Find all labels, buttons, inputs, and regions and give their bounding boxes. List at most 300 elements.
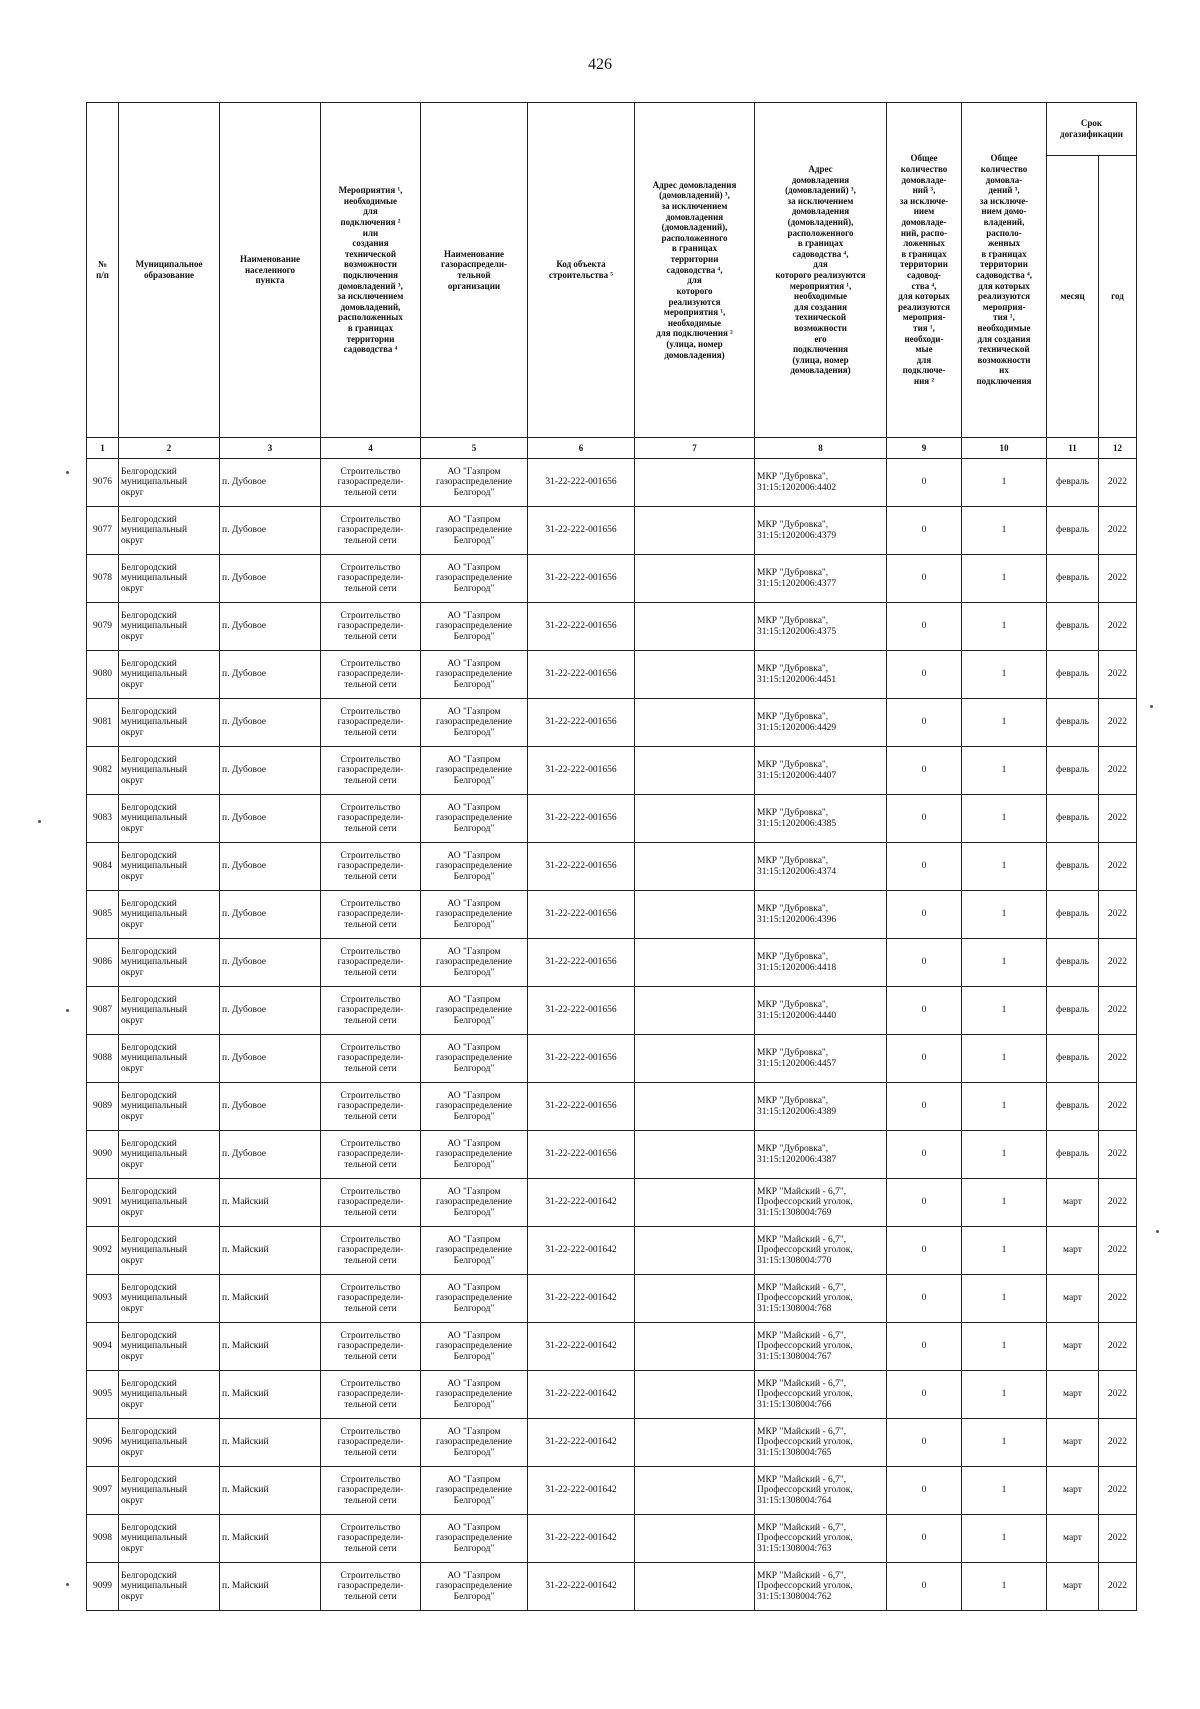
table-row [87, 603, 1137, 651]
row-number: 9090 [87, 1131, 119, 1179]
row-number: 9091 [87, 1179, 119, 1227]
month-cell: февраль [1047, 1035, 1099, 1083]
row-number: 9084 [87, 843, 119, 891]
settlement-cell: п. Дубовое [220, 747, 321, 795]
count-technical-cell: 1 [962, 699, 1047, 747]
settlement-cell: п. Дубовое [220, 507, 321, 555]
municipality-cell: Белгородский муниципальный округ [119, 939, 220, 987]
month-cell: февраль [1047, 987, 1099, 1035]
row-number: 9089 [87, 1083, 119, 1131]
address-connection-cell [635, 699, 755, 747]
municipality-cell: Белгородский муниципальный округ [119, 651, 220, 699]
header-settlement: Наименование населенного пункта [220, 103, 321, 438]
municipality-cell: Белгородский муниципальный округ [119, 891, 220, 939]
table-row [87, 1179, 1137, 1227]
table-row [87, 747, 1137, 795]
column-number: 10 [962, 438, 1047, 459]
row-number: 9077 [87, 507, 119, 555]
header-count-connection: Общее количество домовладе- ний ³, за исключе- нием домовладе- ний, распо- ложенных в границах территории садовод- ства ⁴, для которых реализуются мероприя- тия ¹, необходи- мые для подключе- ния ² [887, 103, 962, 438]
municipality-cell: Белгородский муниципальный округ [119, 1515, 220, 1563]
settlement-cell: п. Майский [220, 1179, 321, 1227]
address-connection-cell [635, 459, 755, 507]
count-connection-cell: 0 [887, 651, 962, 699]
municipality-cell: Белгородский муниципальный округ [119, 1179, 220, 1227]
address-technical-cell: МКР "Майский - 6,7", Профессорский уголок, 31:15:1308004:767 [755, 1323, 887, 1371]
row-number: 9081 [87, 699, 119, 747]
table-row [87, 507, 1137, 555]
address-connection-cell [635, 1563, 755, 1611]
measures-cell: Строительство газораспредели- тельной сети [321, 939, 421, 987]
count-technical-cell: 1 [962, 987, 1047, 1035]
address-technical-cell: МКР "Дубровка", 31:15:1202006:4385 [755, 795, 887, 843]
address-connection-cell [635, 1467, 755, 1515]
settlement-cell: п. Дубовое [220, 1131, 321, 1179]
organization-cell: АО "Газпром газораспределение Белгород" [421, 987, 528, 1035]
address-technical-cell: МКР "Дубровка", 31:15:1202006:4387 [755, 1131, 887, 1179]
measures-cell: Строительство газораспредели- тельной сети [321, 1515, 421, 1563]
table-row [87, 891, 1137, 939]
count-connection-cell: 0 [887, 1179, 962, 1227]
count-connection-cell: 0 [887, 1371, 962, 1419]
month-cell: март [1047, 1323, 1099, 1371]
row-number: 9098 [87, 1515, 119, 1563]
table-header-row [87, 103, 1137, 156]
month-cell: февраль [1047, 603, 1099, 651]
address-technical-cell: МКР "Дубровка", 31:15:1202006:4407 [755, 747, 887, 795]
year-cell: 2022 [1099, 795, 1137, 843]
column-number-row [87, 438, 1137, 459]
organization-cell: АО "Газпром газораспределение Белгород" [421, 603, 528, 651]
measures-cell: Строительство газораспредели- тельной сети [321, 699, 421, 747]
settlement-cell: п. Майский [220, 1419, 321, 1467]
object-code-cell: 31-22-222-001656 [528, 507, 635, 555]
object-code-cell: 31-22-222-001642 [528, 1227, 635, 1275]
municipality-cell: Белгородский муниципальный округ [119, 1419, 220, 1467]
address-connection-cell [635, 1275, 755, 1323]
table-row [87, 987, 1137, 1035]
count-technical-cell: 1 [962, 1419, 1047, 1467]
table-row [87, 459, 1137, 507]
address-technical-cell: МКР "Майский - 6,7", Профессорский уголок, 31:15:1308004:770 [755, 1227, 887, 1275]
table-row [87, 1275, 1137, 1323]
header-month: месяц [1047, 156, 1099, 438]
row-number: 9082 [87, 747, 119, 795]
address-technical-cell: МКР "Майский - 6,7", Профессорский уголок, 31:15:1308004:769 [755, 1179, 887, 1227]
column-number: 6 [528, 438, 635, 459]
count-technical-cell: 1 [962, 1467, 1047, 1515]
address-connection-cell [635, 651, 755, 699]
settlement-cell: п. Дубовое [220, 651, 321, 699]
count-connection-cell: 0 [887, 747, 962, 795]
municipality-cell: Белгородский муниципальный округ [119, 1371, 220, 1419]
count-technical-cell: 1 [962, 1371, 1047, 1419]
year-cell: 2022 [1099, 1419, 1137, 1467]
object-code-cell: 31-22-222-001642 [528, 1323, 635, 1371]
municipality-cell: Белгородский муниципальный округ [119, 1131, 220, 1179]
count-connection-cell: 0 [887, 459, 962, 507]
count-connection-cell: 0 [887, 1227, 962, 1275]
row-number: 9076 [87, 459, 119, 507]
row-number: 9092 [87, 1227, 119, 1275]
month-cell: март [1047, 1179, 1099, 1227]
object-code-cell: 31-22-222-001656 [528, 1035, 635, 1083]
row-number: 9079 [87, 603, 119, 651]
table-row [87, 843, 1137, 891]
table-row [87, 1035, 1137, 1083]
count-technical-cell: 1 [962, 651, 1047, 699]
count-connection-cell: 0 [887, 1419, 962, 1467]
count-technical-cell: 1 [962, 555, 1047, 603]
count-technical-cell: 1 [962, 603, 1047, 651]
settlement-cell: п. Дубовое [220, 987, 321, 1035]
count-connection-cell: 0 [887, 1035, 962, 1083]
header-organization: Наименование газораспредели- тельной организации [421, 103, 528, 438]
object-code-cell: 31-22-222-001656 [528, 651, 635, 699]
month-cell: февраль [1047, 843, 1099, 891]
header-measures: Мероприятия ¹, необходимые для подключения ² или создания технической возможности подключения домовладений ³, за исключением домовладений, расположенных в границах территории садоводства ⁴ [321, 103, 421, 438]
object-code-cell: 31-22-222-001642 [528, 1515, 635, 1563]
year-cell: 2022 [1099, 459, 1137, 507]
organization-cell: АО "Газпром газораспределение Белгород" [421, 507, 528, 555]
year-cell: 2022 [1099, 987, 1137, 1035]
measures-cell: Строительство газораспредели- тельной сети [321, 651, 421, 699]
organization-cell: АО "Газпром газораспределение Белгород" [421, 1227, 528, 1275]
object-code-cell: 31-22-222-001656 [528, 747, 635, 795]
month-cell: февраль [1047, 747, 1099, 795]
header-year: год [1099, 156, 1137, 438]
gasification-table [86, 102, 1137, 1611]
address-connection-cell [635, 1323, 755, 1371]
table-row [87, 1371, 1137, 1419]
measures-cell: Строительство газораспредели- тельной сети [321, 795, 421, 843]
count-connection-cell: 0 [887, 1275, 962, 1323]
object-code-cell: 31-22-222-001656 [528, 795, 635, 843]
page-number: 426 [588, 56, 612, 73]
count-technical-cell: 1 [962, 1227, 1047, 1275]
count-technical-cell: 1 [962, 1275, 1047, 1323]
table-row [87, 555, 1137, 603]
municipality-cell: Белгородский муниципальный округ [119, 1323, 220, 1371]
address-technical-cell: МКР "Дубровка", 31:15:1202006:4429 [755, 699, 887, 747]
header-address-connection: Адрес домовладения (домовладений) ³, за исключением домовладения (домовладений), расположенного в границах территории садоводства ⁴, для которого реализуются мероприятия ¹, необходимые для подключения ² (улица, номер домовладения) [635, 103, 755, 438]
row-number: 9086 [87, 939, 119, 987]
count-connection-cell: 0 [887, 1083, 962, 1131]
count-connection-cell: 0 [887, 1323, 962, 1371]
column-number: 1 [87, 438, 119, 459]
table-row [87, 795, 1137, 843]
municipality-cell: Белгородский муниципальный округ [119, 1035, 220, 1083]
object-code-cell: 31-22-222-001656 [528, 891, 635, 939]
municipality-cell: Белгородский муниципальный округ [119, 699, 220, 747]
month-cell: март [1047, 1563, 1099, 1611]
address-technical-cell: МКР "Дубровка", 31:15:1202006:4457 [755, 1035, 887, 1083]
address-connection-cell [635, 843, 755, 891]
scan-dot [66, 1583, 69, 1586]
column-number: 3 [220, 438, 321, 459]
organization-cell: АО "Газпром газораспределение Белгород" [421, 699, 528, 747]
count-connection-cell: 0 [887, 1467, 962, 1515]
measures-cell: Строительство газораспредели- тельной сети [321, 1275, 421, 1323]
organization-cell: АО "Газпром газораспределение Белгород" [421, 1563, 528, 1611]
header-num: № п/п [87, 103, 119, 438]
measures-cell: Строительство газораспредели- тельной сети [321, 1419, 421, 1467]
year-cell: 2022 [1099, 651, 1137, 699]
organization-cell: АО "Газпром газораспределение Белгород" [421, 1083, 528, 1131]
municipality-cell: Белгородский муниципальный округ [119, 1563, 220, 1611]
scan-dot [1156, 1230, 1159, 1233]
column-number: 2 [119, 438, 220, 459]
count-technical-cell: 1 [962, 891, 1047, 939]
month-cell: март [1047, 1515, 1099, 1563]
count-technical-cell: 1 [962, 459, 1047, 507]
count-technical-cell: 1 [962, 1563, 1047, 1611]
table-row [87, 1467, 1137, 1515]
row-number: 9083 [87, 795, 119, 843]
settlement-cell: п. Дубовое [220, 1035, 321, 1083]
address-connection-cell [635, 1371, 755, 1419]
address-technical-cell: МКР "Дубровка", 31:15:1202006:4418 [755, 939, 887, 987]
address-connection-cell [635, 891, 755, 939]
address-technical-cell: МКР "Дубровка", 31:15:1202006:4440 [755, 987, 887, 1035]
month-cell: февраль [1047, 507, 1099, 555]
year-cell: 2022 [1099, 843, 1137, 891]
organization-cell: АО "Газпром газораспределение Белгород" [421, 1275, 528, 1323]
count-technical-cell: 1 [962, 795, 1047, 843]
measures-cell: Строительство газораспредели- тельной сети [321, 891, 421, 939]
month-cell: февраль [1047, 651, 1099, 699]
count-technical-cell: 1 [962, 747, 1047, 795]
municipality-cell: Белгородский муниципальный округ [119, 747, 220, 795]
settlement-cell: п. Майский [220, 1323, 321, 1371]
address-technical-cell: МКР "Майский - 6,7", Профессорский уголок, 31:15:1308004:765 [755, 1419, 887, 1467]
column-number: 8 [755, 438, 887, 459]
month-cell: март [1047, 1419, 1099, 1467]
address-technical-cell: МКР "Дубровка", 31:15:1202006:4402 [755, 459, 887, 507]
measures-cell: Строительство газораспредели- тельной сети [321, 1371, 421, 1419]
address-technical-cell: МКР "Дубровка", 31:15:1202006:4374 [755, 843, 887, 891]
year-cell: 2022 [1099, 939, 1137, 987]
measures-cell: Строительство газораспредели- тельной сети [321, 1131, 421, 1179]
object-code-cell: 31-22-222-001656 [528, 603, 635, 651]
column-number: 5 [421, 438, 528, 459]
organization-cell: АО "Газпром газораспределение Белгород" [421, 1467, 528, 1515]
count-technical-cell: 1 [962, 1515, 1047, 1563]
month-cell: март [1047, 1467, 1099, 1515]
header-object-code: Код объекта строительства ⁵ [528, 103, 635, 438]
settlement-cell: п. Дубовое [220, 1083, 321, 1131]
count-technical-cell: 1 [962, 1179, 1047, 1227]
table-row [87, 1131, 1137, 1179]
settlement-cell: п. Дубовое [220, 795, 321, 843]
measures-cell: Строительство газораспредели- тельной сети [321, 603, 421, 651]
table-row [87, 1083, 1137, 1131]
address-connection-cell [635, 939, 755, 987]
object-code-cell: 31-22-222-001642 [528, 1371, 635, 1419]
municipality-cell: Белгородский муниципальный округ [119, 603, 220, 651]
year-cell: 2022 [1099, 507, 1137, 555]
municipality-cell: Белгородский муниципальный округ [119, 795, 220, 843]
table-row [87, 1227, 1137, 1275]
year-cell: 2022 [1099, 1467, 1137, 1515]
column-number: 9 [887, 438, 962, 459]
measures-cell: Строительство газораспредели- тельной сети [321, 1035, 421, 1083]
measures-cell: Строительство газораспредели- тельной сети [321, 987, 421, 1035]
object-code-cell: 31-22-222-001656 [528, 1131, 635, 1179]
settlement-cell: п. Дубовое [220, 603, 321, 651]
municipality-cell: Белгородский муниципальный округ [119, 1083, 220, 1131]
organization-cell: АО "Газпром газораспределение Белгород" [421, 1323, 528, 1371]
address-connection-cell [635, 1083, 755, 1131]
table-row [87, 651, 1137, 699]
year-cell: 2022 [1099, 1131, 1137, 1179]
count-technical-cell: 1 [962, 1035, 1047, 1083]
address-technical-cell: МКР "Дубровка", 31:15:1202006:4375 [755, 603, 887, 651]
municipality-cell: Белгородский муниципальный округ [119, 843, 220, 891]
measures-cell: Строительство газораспредели- тельной сети [321, 1179, 421, 1227]
object-code-cell: 31-22-222-001656 [528, 555, 635, 603]
settlement-cell: п. Майский [220, 1371, 321, 1419]
header-count-technical: Общее количество домовла- дений ³, за исключе- нием домо- владений, располо- женных в границах территории садоводства ⁴, для которых реализуются мероприя- тия ¹, необходимые для создания технической возможности их подключения [962, 103, 1047, 438]
row-number: 9078 [87, 555, 119, 603]
address-connection-cell [635, 1227, 755, 1275]
object-code-cell: 31-22-222-001656 [528, 459, 635, 507]
year-cell: 2022 [1099, 1563, 1137, 1611]
measures-cell: Строительство газораспредели- тельной сети [321, 1563, 421, 1611]
count-connection-cell: 0 [887, 699, 962, 747]
measures-cell: Строительство газораспредели- тельной сети [321, 1323, 421, 1371]
object-code-cell: 31-22-222-001656 [528, 939, 635, 987]
year-cell: 2022 [1099, 603, 1137, 651]
measures-cell: Строительство газораспредели- тельной сети [321, 1083, 421, 1131]
table-row [87, 1419, 1137, 1467]
organization-cell: АО "Газпром газораспределение Белгород" [421, 1179, 528, 1227]
month-cell: февраль [1047, 939, 1099, 987]
settlement-cell: п. Дубовое [220, 459, 321, 507]
object-code-cell: 31-22-222-001656 [528, 699, 635, 747]
year-cell: 2022 [1099, 1275, 1137, 1323]
month-cell: март [1047, 1275, 1099, 1323]
count-connection-cell: 0 [887, 555, 962, 603]
address-technical-cell: МКР "Дубровка", 31:15:1202006:4451 [755, 651, 887, 699]
row-number: 9080 [87, 651, 119, 699]
municipality-cell: Белгородский муниципальный округ [119, 1467, 220, 1515]
measures-cell: Строительство газораспредели- тельной сети [321, 555, 421, 603]
year-cell: 2022 [1099, 1515, 1137, 1563]
count-connection-cell: 0 [887, 507, 962, 555]
column-number: 4 [321, 438, 421, 459]
header-address-technical: Адрес домовладения (домовладений) ³, за исключением домовладения (домовладений), расположенного в границах садоводства ⁴, для которого реализуются мероприятия ¹, необходимые для создания технической возможности его подключения (улица, номер домовладения) [755, 103, 887, 438]
organization-cell: АО "Газпром газораспределение Белгород" [421, 891, 528, 939]
address-connection-cell [635, 1179, 755, 1227]
month-cell: февраль [1047, 555, 1099, 603]
count-connection-cell: 0 [887, 939, 962, 987]
count-connection-cell: 0 [887, 1515, 962, 1563]
table-row [87, 1563, 1137, 1611]
count-technical-cell: 1 [962, 939, 1047, 987]
organization-cell: АО "Газпром газораспределение Белгород" [421, 1515, 528, 1563]
row-number: 9087 [87, 987, 119, 1035]
table-row [87, 939, 1137, 987]
table-row [87, 1515, 1137, 1563]
count-technical-cell: 1 [962, 1323, 1047, 1371]
organization-cell: АО "Газпром газораспределение Белгород" [421, 1419, 528, 1467]
month-cell: февраль [1047, 699, 1099, 747]
year-cell: 2022 [1099, 1035, 1137, 1083]
measures-cell: Строительство газораспредели- тельной сети [321, 1227, 421, 1275]
organization-cell: АО "Газпром газораспределение Белгород" [421, 459, 528, 507]
address-technical-cell: МКР "Дубровка", 31:15:1202006:4396 [755, 891, 887, 939]
header-municipality: Муниципальное образование [119, 103, 220, 438]
year-cell: 2022 [1099, 555, 1137, 603]
year-cell: 2022 [1099, 1371, 1137, 1419]
municipality-cell: Белгородский муниципальный округ [119, 1227, 220, 1275]
month-cell: февраль [1047, 1131, 1099, 1179]
year-cell: 2022 [1099, 1083, 1137, 1131]
count-connection-cell: 0 [887, 987, 962, 1035]
settlement-cell: п. Майский [220, 1563, 321, 1611]
settlement-cell: п. Дубовое [220, 555, 321, 603]
address-technical-cell: МКР "Дубровка", 31:15:1202006:4389 [755, 1083, 887, 1131]
object-code-cell: 31-22-222-001642 [528, 1467, 635, 1515]
row-number: 9093 [87, 1275, 119, 1323]
municipality-cell: Белгородский муниципальный округ [119, 1275, 220, 1323]
address-connection-cell [635, 795, 755, 843]
scan-dot [66, 471, 69, 474]
column-number: 11 [1047, 438, 1099, 459]
column-number: 7 [635, 438, 755, 459]
address-connection-cell [635, 507, 755, 555]
column-number: 12 [1099, 438, 1137, 459]
address-connection-cell [635, 1419, 755, 1467]
measures-cell: Строительство газораспредели- тельной сети [321, 1467, 421, 1515]
table-row [87, 699, 1137, 747]
row-number: 9094 [87, 1323, 119, 1371]
month-cell: февраль [1047, 1083, 1099, 1131]
count-technical-cell: 1 [962, 1131, 1047, 1179]
address-connection-cell [635, 555, 755, 603]
municipality-cell: Белгородский муниципальный округ [119, 555, 220, 603]
year-cell: 2022 [1099, 699, 1137, 747]
address-connection-cell [635, 987, 755, 1035]
object-code-cell: 31-22-222-001656 [528, 843, 635, 891]
month-cell: февраль [1047, 795, 1099, 843]
settlement-cell: п. Дубовое [220, 891, 321, 939]
year-cell: 2022 [1099, 1179, 1137, 1227]
organization-cell: АО "Газпром газораспределение Белгород" [421, 1131, 528, 1179]
year-cell: 2022 [1099, 891, 1137, 939]
count-technical-cell: 1 [962, 1083, 1047, 1131]
organization-cell: АО "Газпром газораспределение Белгород" [421, 1035, 528, 1083]
organization-cell: АО "Газпром газораспределение Белгород" [421, 939, 528, 987]
row-number: 9097 [87, 1467, 119, 1515]
count-technical-cell: 1 [962, 507, 1047, 555]
measures-cell: Строительство газораспредели- тельной сети [321, 507, 421, 555]
scan-dot [66, 1009, 69, 1012]
organization-cell: АО "Газпром газораспределение Белгород" [421, 795, 528, 843]
row-number: 9096 [87, 1419, 119, 1467]
measures-cell: Строительство газораспредели- тельной сети [321, 843, 421, 891]
municipality-cell: Белгородский муниципальный округ [119, 459, 220, 507]
object-code-cell: 31-22-222-001656 [528, 1083, 635, 1131]
address-technical-cell: МКР "Майский - 6,7", Профессорский уголок, 31:15:1308004:766 [755, 1371, 887, 1419]
settlement-cell: п. Дубовое [220, 939, 321, 987]
settlement-cell: п. Майский [220, 1275, 321, 1323]
count-connection-cell: 0 [887, 603, 962, 651]
month-cell: февраль [1047, 459, 1099, 507]
month-cell: март [1047, 1371, 1099, 1419]
month-cell: март [1047, 1227, 1099, 1275]
object-code-cell: 31-22-222-001642 [528, 1275, 635, 1323]
